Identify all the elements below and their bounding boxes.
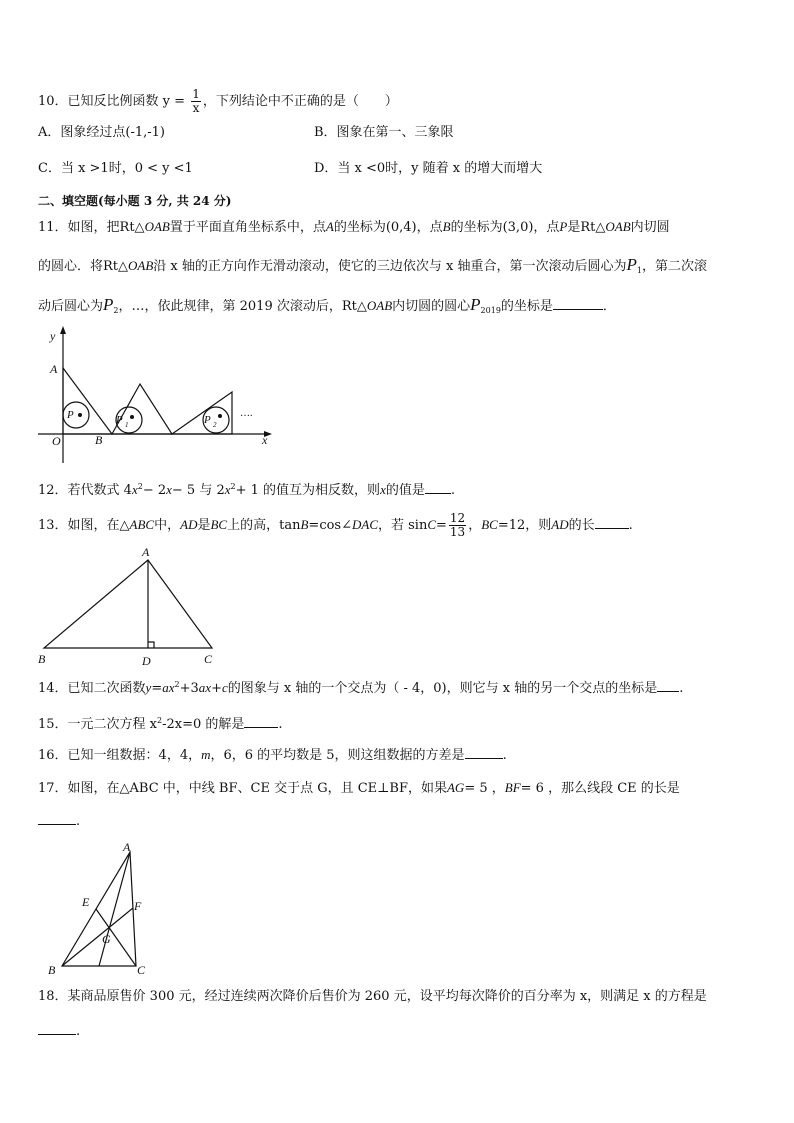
- right-angle-mark: [148, 642, 154, 648]
- question-16: 16．已知一组数据：4，4，m，6，6 的平均数是 5，则这组数据的方差是 .: [38, 747, 507, 763]
- triangle-oab: [63, 368, 112, 434]
- question-10-option-b: B．图象在第一、三象限: [314, 125, 454, 140]
- label-c: C: [137, 963, 146, 977]
- label-e: E: [82, 895, 90, 909]
- figure-13: [32, 544, 232, 670]
- answer-blank: [38, 812, 76, 825]
- label-p1-sub: 1: [125, 421, 129, 429]
- y-arrow: [60, 326, 66, 334]
- line-ag: [99, 852, 130, 966]
- label-dots: ….: [240, 408, 253, 419]
- answer-blank: [553, 297, 603, 310]
- answer-blank: [38, 1022, 76, 1035]
- question-11-line-2: 的圆心．将Rt△OAB沿 x 轴的正方向作无滑动滚动，使它的三边依次与 x 轴重合，第一次滚动后圆心为$P_1$，第二次滚: [38, 255, 707, 275]
- question-10-option-a: A．图象经过点(-1,-1): [38, 125, 165, 140]
- triangle-roll-1: [112, 384, 172, 434]
- question-10-option-d: D．当 x <0时，y 随着 x 的增大而增大: [314, 161, 543, 176]
- fraction: $\frac{1}{x}$: [192, 87, 200, 115]
- triangle-roll-2: [172, 392, 232, 434]
- question-15: 15．一元二次方程 $x^2-2x=0$ 的解是 .: [38, 716, 283, 732]
- label-g: G: [102, 932, 111, 946]
- answer-blank: [244, 715, 278, 728]
- question-13: 13．如图，在△ABC中，AD是BC上的高，tanB=cos∠DAC，若 sinC= $\frac{12}{13}$ ，BC=12，则AD的长 .: [38, 511, 633, 539]
- point-p1: [130, 415, 134, 419]
- answer-blank: [657, 679, 679, 692]
- label-b: B: [95, 433, 103, 447]
- label-b: B: [38, 652, 46, 666]
- question-10-option-c: C．当 x >1时，0 < y <1: [38, 161, 193, 176]
- fraction: $\frac{12}{13}$: [449, 511, 466, 539]
- question-11-line-3: 动后圆心为$P_2$，…，依此规律，第 2019 次滚动后，Rt△OAB内切圆的圆心$P_{2019}$的坐标是 ．: [38, 295, 616, 315]
- label-c: C: [204, 652, 213, 666]
- question-18: 18．某商品原售价 300 元，经过连续两次降价后售价为 260 元，设平均每次降价的百分率为 x，则满足 x 的方程是: [38, 989, 707, 1004]
- triangle-abc: [44, 560, 212, 648]
- label-x: x: [262, 433, 268, 447]
- question-17-answer-line: .: [38, 812, 80, 831]
- label-a: A: [50, 362, 58, 376]
- section-title: 二、填空题(每小题 3 分, 共 24 分): [38, 194, 232, 208]
- label-f: F: [134, 899, 142, 913]
- label-d: D: [142, 654, 151, 668]
- question-11-line-1: 11．如图，把Rt△OAB置于平面直角坐标系中，点A的坐标为(0,4)，点B的坐标为(3,0)，点P是Rt△OAB内切圆: [38, 219, 670, 235]
- point-p: [78, 413, 82, 417]
- answer-blank: [465, 746, 503, 759]
- label-p2: P: [204, 414, 211, 426]
- question-18-answer-line: .: [38, 1022, 80, 1041]
- label-o: O: [52, 434, 61, 448]
- figure-17: [40, 838, 160, 980]
- question-10-stem: 10．已知反比例函数 y = $\frac{1}{x}$ ，下列结论中不正确的是（ ）: [38, 87, 398, 115]
- answer-blank: [425, 481, 451, 494]
- label-a: A: [142, 545, 150, 559]
- label-y: y: [50, 329, 56, 343]
- answer-blank: [595, 516, 629, 529]
- question-14: 14．已知二次函数$y=ax^2+3ax+c$的图象与 x 轴的一个交点为（ - 4，0)，则它与 x 轴的另一个交点的坐标是 .: [38, 680, 684, 696]
- median-bf: [62, 908, 133, 966]
- label-b: B: [48, 963, 56, 977]
- label-p2-sub: 2: [213, 421, 217, 429]
- question-17: 17．如图，在△ABC 中，中线 BF、CE 交于点 G，且 CE⊥BF，如果AG= 5 ，BF= 6 ，那么线段 CE 的长是: [38, 780, 680, 796]
- label-p1: P: [116, 414, 123, 426]
- figure-11: [36, 326, 286, 466]
- point-p2: [218, 414, 222, 418]
- label-p: P: [67, 409, 74, 421]
- label-a: A: [123, 840, 131, 854]
- question-12: 12．若代数式 $4x^2- 2x- 5$ 与 $2x^2+ 1$ 的值互为相反数，则x的值是 .: [38, 482, 455, 498]
